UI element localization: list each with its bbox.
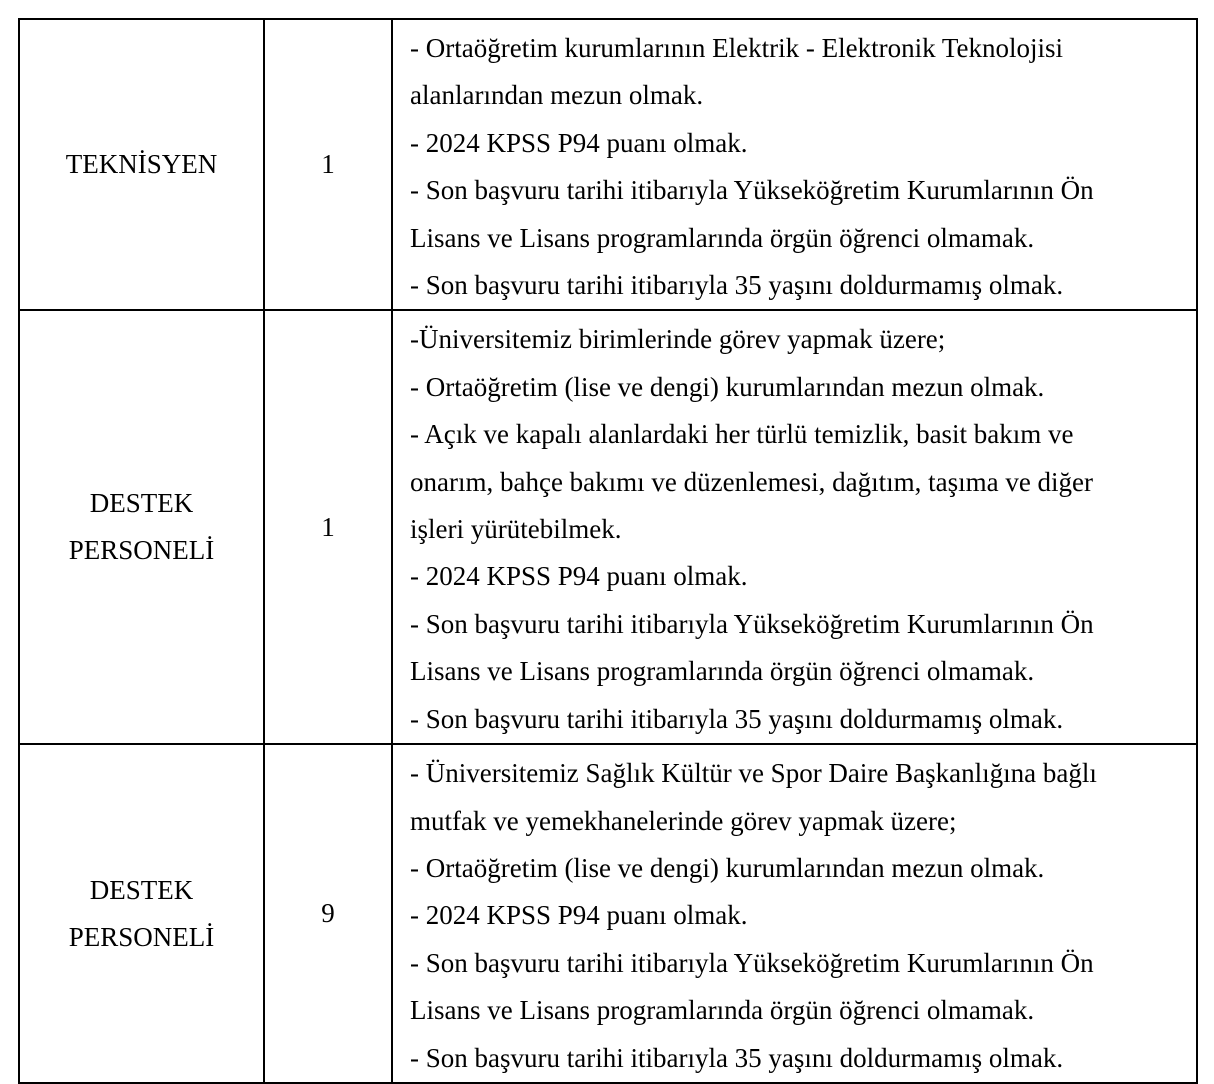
position-title-cell (19, 19, 264, 310)
position-title-line: TEKNİSYEN (65, 149, 218, 180)
table-row (19, 744, 1197, 1083)
requirement-line: Lisans ve Lisans programlarında örgün öğrenci olmamak. (410, 656, 1035, 687)
position-title-line: PERSONELİ (68, 535, 215, 566)
position-title-line: DESTEK (89, 488, 194, 519)
requirement-line: - Son başvuru tarihi itibarıyla Yükseköğretim Kurumlarının Ön (410, 947, 1094, 978)
requirement-line: - Ortaöğretim (lise ve dengi) kurumlarından mezun olmak. (410, 852, 1045, 883)
requirement-line: - Ortaöğretim (lise ve dengi) kurumlarından mezun olmak. (410, 371, 1045, 402)
requirements-cell (392, 310, 1197, 744)
requirement-line: onarım, bahçe bakımı ve düzenlemesi, dağıtım, taşıma ve diğer (410, 466, 1094, 497)
requirements-table (18, 18, 1198, 1084)
requirement-line: - Son başvuru tarihi itibarıyla 35 yaşını doldurmamış olmak. (410, 703, 1064, 734)
requirement-line: -Üniversitemiz birimlerinde görev yapmak üzere; (410, 324, 946, 355)
table-row (19, 19, 1197, 310)
requirement-line: - Son başvuru tarihi itibarıyla Yükseköğretim Kurumlarının Ön (410, 608, 1094, 639)
requirement-line: alanlarından mezun olmak. (410, 80, 704, 111)
requirement-line: Lisans ve Lisans programlarında örgün öğrenci olmamak. (410, 995, 1035, 1026)
requirement-line: mutfak ve yemekhanelerinde görev yapmak üzere; (410, 805, 957, 836)
position-count-cell: 9 (264, 744, 392, 1083)
requirement-line: - Açık ve kapalı alanlardaki her türlü temizlik, basit bakım ve (410, 419, 1074, 450)
requirements-cell (392, 744, 1197, 1083)
requirement-line: işleri yürütebilmek. (410, 514, 622, 545)
position-count-cell: 1 (264, 19, 392, 310)
table-row (19, 310, 1197, 744)
requirement-line: - Ortaöğretim kurumlarının Elektrik - Elektronik Teknolojisi (410, 33, 1063, 63)
position-title-cell (19, 744, 264, 1083)
requirement-line: - 2024 KPSS P94 puanı olmak. (410, 900, 748, 931)
requirement-line: - Son başvuru tarihi itibarıyla Yükseköğretim Kurumlarının Ön (410, 175, 1094, 206)
requirement-line: Lisans ve Lisans programlarında örgün öğrenci olmamak. (410, 222, 1035, 253)
requirements-cell (392, 19, 1197, 310)
position-title-line: PERSONELİ (68, 921, 215, 952)
requirement-line: - 2024 KPSS P94 puanı olmak. (410, 127, 748, 158)
requirement-line: - Son başvuru tarihi itibarıyla 35 yaşını doldurmamış olmak. (410, 270, 1064, 301)
position-title-cell (19, 310, 264, 744)
position-count-cell: 1 (264, 310, 392, 744)
requirement-line: - Son başvuru tarihi itibarıyla 35 yaşını doldurmamış olmak. (410, 1042, 1064, 1073)
requirement-line: - 2024 KPSS P94 puanı olmak. (410, 561, 748, 592)
position-title-line: DESTEK (89, 874, 194, 905)
requirement-line: - Üniversitemiz Sağlık Kültür ve Spor Daire Başkanlığına bağlı (410, 758, 1097, 789)
